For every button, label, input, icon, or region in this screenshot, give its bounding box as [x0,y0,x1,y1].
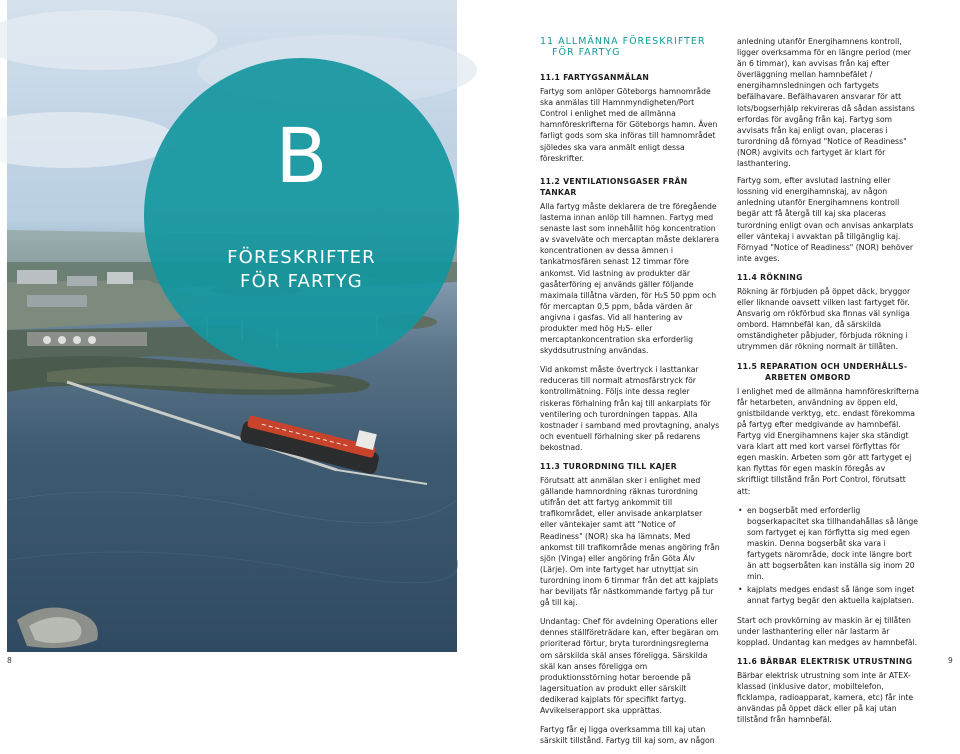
section-11-6-paragraph: Bärbar elektrisk utrustning som inte är ATEX-klassad (inklusive dator, mobiltelefon, ficklampa, radioapparat, kamera, etc) får inte användas på öppet däck eller på kaj utan tillstånd från hamnbefäl. [737,670,914,725]
chapter-heading [540,36,720,58]
section-11-5-paragraph-2: Start och provkörning av maskin är ej tillåten under lasthantering eller när lastarm är kopplad. Undantag kan medges av hamnbefäl. [737,615,918,647]
page-number-right: 9 [948,656,953,665]
bullet-item: • en bogserbåt med erforderlig bogserkapacitet ska tillhandahållas så länge som fartyget ej kan förflytta sig med egen maskin. Denna bogserbåt ska vara i fartygets närområde, dock inte längre bort än att bogserbåten kan inställa sig inom 20 min. [737,505,919,583]
section-11-1-paragraph: Fartyg som anlöper Göteborgs hamnområde ska anmälas till Hamnmyndigheten/Port Control i enlighet med de allmänna hamnföreskrifterna för Göteborgs hamn. Även farligt gods som ska införas till hamnområdet sjöledes ska vara anmält enligt dessa föreskrifter. [540,87,718,163]
section-heading-11-5 [737,361,919,383]
section-11-5-paragraph-1: I enlighet med de allmänna hamnföreskrifterna får hetarbeten, användning av öppen eld, gnistbildande verktyg, etc. endast förekomma på fartyg efter medgivande av hamnbefäl. Fartyg vid Energihamnens kajer ska ständigt vara klart att med kort varsel förflyttas för egen maskin. Arbeten som gör att fartyget ej kan flyttas för egen maskin föregås av skriftligt tillstånd från Port Control, förutsatt att: [737,386,919,496]
chapter-title-line1: FÖRESKRIFTER [227,247,376,268]
section-heading-11-6: 11.6 BÄRBAR ELEKTRISK UTRUSTNING [737,656,913,666]
continued-paragraph-1: anledning utanför Energihamnens kontroll, ligger overksamma för en längre period (mer än 6 timmar), kan avvisas från kaj efter överläggning mellan hamnbefälet / energihamnsledningen och fartygets befälhavare. Befälhavaren ansvarar för att lots/bogserhjälp rekvireras då sådan assistans erfordas för avgång från kaj. Fartyg som avvisats från kaj enligt ovan, placeras i turordning då förnyad "Notice of Readiness" (NOR) avgivits och fartyget är klart för lasthantering. [737,37,915,169]
section-11-3-paragraph-2: Undantag: Chef för avdelning Operations eller dennes ställföreträdare kan, efter begäran om prioriterad förtur, bryta turordningsreglerna om särskilda skäl anses föreligga. Särskilda skäl kan anses föreligga om produktionsstörning hotar beroende på lagersituation av produkt eller särskilt dedikerad kajplats för specifikt fartyg. Avvikelserapport ska upprättas. [540,617,719,715]
section-11-3-paragraph-1: Förutsatt att anmälan sker i enlighet med gällande hamnordning räknas turordning utifrån det att fartyg ankommit till trafikområdet, eller anvisade ankarplatser eller väntekajer samt att "Notice of Readiness" (NOR) ska ha lämnats. Med ankomst till trafikområde menas angöring från sjön (Vinga) eller angöring från Göta Älv (Lärje). Om inte fartyget har utnyttjat sin turordning inom 6 timmar från det att kajplats har beviljats får nästkommande fartyg på tur gå till kaj. [540,476,720,608]
chapter-circle [144,58,459,373]
section-heading-11-4: 11.4 RÖKNING [737,272,803,282]
section-heading-11-2: 11.2 VENTILATIONSGASER FRÅN TANKAR [540,176,688,197]
text-column-1 [540,72,720,754]
chapter-title-line2: FÖR FARTYG [240,270,363,292]
chapter-heading-line2: FÖR FARTYG [552,47,621,58]
continued-paragraph-2: Fartyg som, efter avslutad lastning eller lossning vid energihamnskaj, av någon anledning utanför Energihamnens kontroll begär att få återgå till kaj ska placeras turordning enligt ovan och anvisas ankarplats eller väntekaj i avvaktan på tillgänglig kaj. Förnyad "Notice of Readiness" (NOR) behöver inte avges. [737,176,914,263]
section-11-3-paragraph-3: Fartyg får ej ligga overksamma till kaj utan särskilt tillstånd. Fartyg till kaj som, av någon [540,725,715,746]
section-11-2-paragraph-2: Vid ankomst måste övertryck i lasttankar reduceras till normalt atmosfärstryck för kontrollmätning. Följs inte dessa regler riskeras förhalning från kaj till ankarplats för ventilering och turordningen tappas. Alla kostnader i samband med provtagning, analys och eventuell förhalning sker på redarens bekostnad. [540,365,720,452]
text-column-2 [737,36,919,733]
section-heading-11-3: 11.3 TURORDNING TILL KAJER [540,462,677,471]
section-heading-11-5-line2: ARBETEN OMBORD [765,372,851,382]
chapter-heading-line1: 11 ALLMÄNNA FÖRESKRIFTER [540,36,706,47]
page-number-left: 8 [7,656,12,665]
chapter-letter: B [275,111,328,200]
section-heading-11-1: 11.1 FARTYGSANMÄLAN [540,73,650,82]
section-11-2-paragraph-1: Alla fartyg måste deklarera de tre föregående lasterna innan anlöp till hamnen. Fartyg med senaste last som innehållit hög koncentration av svavelväte och mercaptan måste deklarera koncentrationen av dessa ämnen i tankatmosfären senast 12 timmar före ankomst. Vid lastning av produkter där gasåterföring ej används gäller följande maximala tillåtna värden, för H₂S 50 ppm och för mercaptan 0,5 ppm, båda värden är angivna i gasfas. Vid all hantering av produkter med hög H₂S- eller mercaptankoncentration ska erforderlig skyddsutrustning användas. [540,201,720,356]
chapter-title [144,246,459,294]
bullet-item: • kajplats medges endast så länge som inget annat fartyg begär den aktuella kajplatsen. [737,584,919,606]
section-heading-11-5-line1: 11.5 REPARATION OCH UNDERHÅLLS- [737,361,908,371]
section-11-4-paragraph: Rökning är förbjuden på öppet däck, bryggor eller liknande oavsett vilken last fartyget för. Ansvarig om rökförbud ska finnas väl synliga ombord. Hamnbefäl kan, då särskilda omständigheter påbjuder, förbjuda rökning i utrymmen där rökning normalt är tillåten. [737,286,911,352]
aerial-harbor-photo [7,0,457,652]
section-11-5-bullet-list [737,505,919,607]
